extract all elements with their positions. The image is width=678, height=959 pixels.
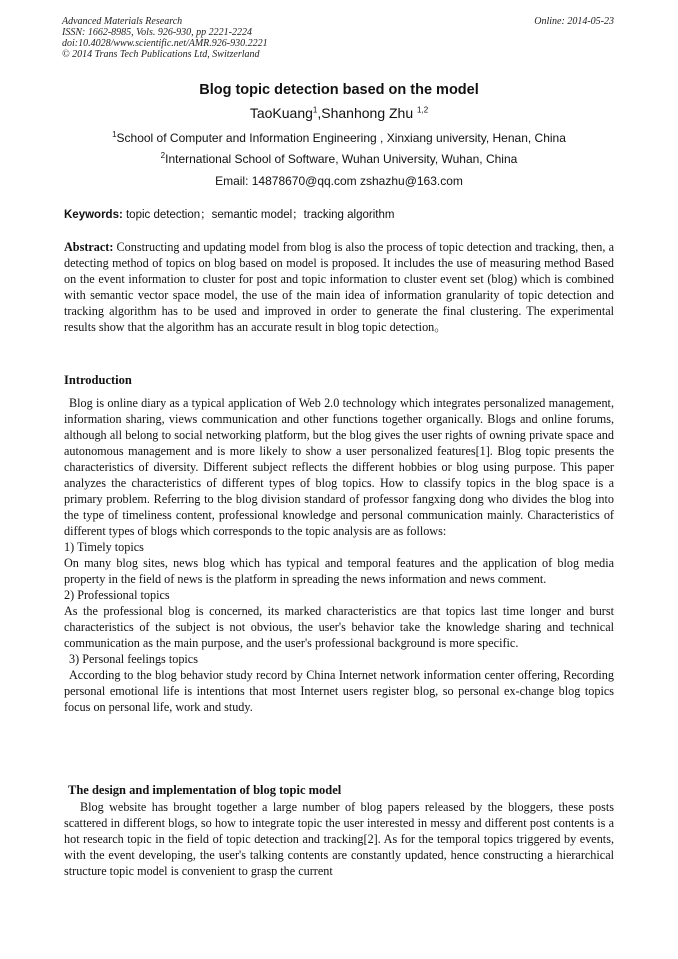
author-1-affil: 1: [312, 105, 318, 115]
paper-title: Blog topic detection based on the model: [199, 82, 479, 98]
author-separator: ,: [317, 105, 322, 121]
copyright-line: © 2014 Trans Tech Publications Ltd, Switzerland: [62, 49, 260, 60]
affiliation-2: [0, 152, 678, 166]
list-item-title: 1) Timely topics: [64, 540, 144, 554]
keywords-label: Keywords:: [64, 209, 123, 221]
intro-paragraph: Blog is online diary as a typical application of Web 2.0 technology which integrates personalized management, information sharing, views communication and other functions together organically. Blogs and online forums, although all belong to social networking platform, but the blog gives the user rights of owning private space and autonomous management and is more likely to show a user personalized features[1]. Blog topic presents the characteristics of diversity. Different subject reflects the different hobbies or blog using purpose. This paper analyzes the characteristics of different types of blog topics. How to classify topics in the blog space is a primary problem. Referring to the blog division standard of professor fangxing dong who divides the blog into the type of timeliness content, professional knowledge and personal communication mainly. Characteristics of different types of blogs which corresponds to the topic analysis are as follows:: [64, 396, 614, 538]
keywords: [64, 206, 394, 222]
doi-line: doi:10.4028/www.scientific.net/AMR.926-930.2221: [62, 38, 268, 49]
author-line: [0, 105, 678, 121]
journal-name: Advanced Materials Research: [62, 16, 183, 27]
affiliation-1: [0, 131, 678, 145]
issn-line: ISSN: 1662-8985, Vols. 926-930, pp 2221-2224: [62, 27, 252, 38]
keywords-text: topic detection；semantic model；tracking algorithm: [122, 209, 395, 221]
design-body: [64, 799, 614, 879]
design-heading: The design and implementation of blog topic model: [68, 783, 342, 797]
design-paragraph: Blog website has brought together a large number of blog papers released by the bloggers, these posts scattered in different blogs, so how to integrate topic the user interested in messy and different post contents is a hot research topic in the field of topic detection and tracking[2]. As for the temporal topics triggered by events, with the event developing, the user's talking contents are constantly updated, hence constructing a hierarchical structure topic model is convenient to grasp the current: [64, 800, 614, 878]
list-item-text: On many blog sites, news blog which has typical and temporal features and the application of blog media property in the field of news is the platform in spreading the news information and news comment.: [64, 556, 614, 586]
list-item-title: 2) Professional topics: [64, 588, 170, 602]
affiliation-1-text: School of Computer and Information Engineering , Xinxiang university, Henan, China: [116, 131, 566, 145]
abstract-text: Constructing and updating model from blog is also the process of topic detection and tracking, then, a detecting method of topics on blog based on model is proposed. It includes the use of measuring method Based on the event information to cluster for post and topic information to cluster event set (blog) which is combined with semantic vector space model, the use of the main idea of information granularity of topic detection and tracking algorithm has to be used and improved in order to generate the final clustering. The experimental results show that the algorithm has an accurate result in blog topic detection。: [64, 240, 614, 334]
email-line: Email: 14878670@qq.com zshazhu@163.com: [215, 174, 463, 188]
journal-header: [62, 16, 268, 60]
online-date: Online: 2014-05-23: [534, 16, 614, 27]
abstract-label: Abstract:: [64, 240, 114, 254]
introduction-heading: Introduction: [64, 373, 132, 387]
introduction-body: [64, 395, 614, 715]
author-2-affil: 1,2: [417, 105, 429, 115]
author-2: Shanhong Zhu: [321, 105, 418, 121]
affiliation-2-mark: 2: [160, 151, 166, 160]
affiliation-2-text: International School of Software, Wuhan University, Wuhan, China: [165, 152, 518, 166]
abstract: [64, 239, 614, 335]
affiliation-1-mark: 1: [112, 130, 117, 139]
list-item-text: According to the blog behavior study record by China Internet network information center offering, Recording personal emotional life is intentions that most Internet users register blog, so personal ex-change blog topics focus on personal life, work and study.: [64, 668, 614, 714]
list-item-title: 3) Personal feelings topics: [69, 652, 198, 666]
list-item-text: As the professional blog is concerned, its marked characteristics are that topics last time longer and burst characteristics of the subject is not obvious, the user's behavior take the knowledge sharing and technical communication as the main purpose, and the user's professional background is more specific.: [64, 604, 614, 650]
author-1: TaoKuang: [249, 105, 313, 121]
